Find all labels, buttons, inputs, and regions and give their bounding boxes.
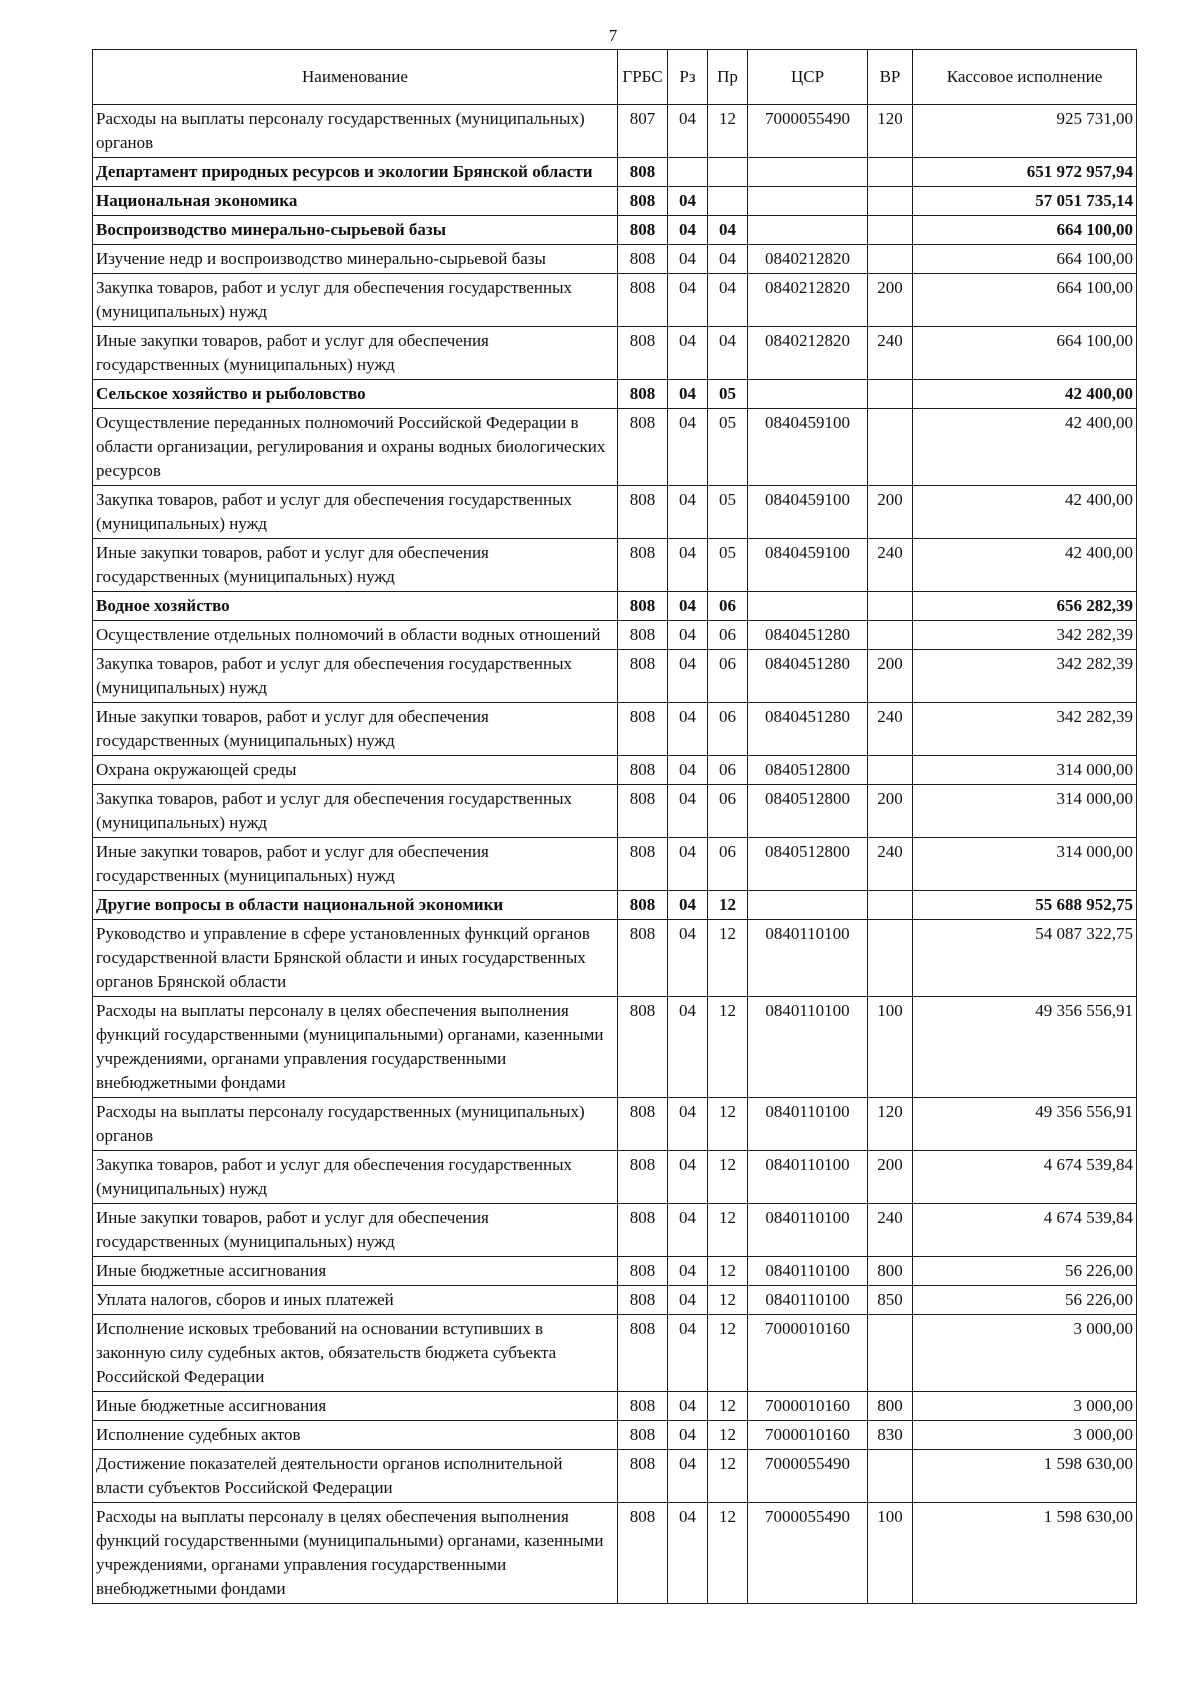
cell-vr [868, 1315, 913, 1392]
cell-csr: 0840512800 [748, 756, 868, 785]
table-header-row [93, 50, 1137, 105]
table-row [93, 592, 1137, 621]
cell-csr [748, 216, 868, 245]
cell-amount: 342 282,39 [913, 650, 1137, 703]
cell-pr: 05 [708, 486, 748, 539]
cell-pr: 05 [708, 380, 748, 409]
cell-pr [708, 187, 748, 216]
cell-grbs: 808 [618, 785, 668, 838]
table-row [93, 409, 1137, 486]
table-row [93, 158, 1137, 187]
cell-vr: 240 [868, 838, 913, 891]
cell-name: Иные бюджетные ассигнования [93, 1257, 618, 1286]
table-row [93, 1151, 1137, 1204]
cell-rz: 04 [668, 1450, 708, 1503]
cell-vr [868, 1450, 913, 1503]
cell-amount: 56 226,00 [913, 1286, 1137, 1315]
header-csr: ЦСР [748, 50, 868, 105]
cell-grbs: 808 [618, 1151, 668, 1204]
cell-vr [868, 216, 913, 245]
cell-rz: 04 [668, 756, 708, 785]
cell-grbs: 808 [618, 756, 668, 785]
cell-pr: 04 [708, 216, 748, 245]
cell-csr: 7000010160 [748, 1421, 868, 1450]
cell-vr: 120 [868, 1098, 913, 1151]
page-number: 7 [608, 26, 618, 45]
cell-amount: 342 282,39 [913, 703, 1137, 756]
cell-grbs: 808 [618, 187, 668, 216]
cell-rz: 04 [668, 274, 708, 327]
cell-amount: 1 598 630,00 [913, 1450, 1137, 1503]
cell-vr: 800 [868, 1392, 913, 1421]
cell-name: Осуществление переданных полномочий Российской Федерации в области организации, регулирования и охраны водных биологических ресурсов [93, 409, 618, 486]
cell-rz: 04 [668, 539, 708, 592]
cell-grbs: 808 [618, 997, 668, 1098]
table-row [93, 1421, 1137, 1450]
cell-name: Закупка товаров, работ и услуг для обеспечения государственных (муниципальных) нужд [93, 1151, 618, 1204]
cell-pr: 12 [708, 1151, 748, 1204]
table-row [93, 380, 1137, 409]
cell-grbs: 808 [618, 245, 668, 274]
cell-grbs: 808 [618, 539, 668, 592]
cell-rz: 04 [668, 105, 708, 158]
cell-rz: 04 [668, 1392, 708, 1421]
cell-pr: 12 [708, 1315, 748, 1392]
cell-grbs: 808 [618, 650, 668, 703]
table-row [93, 756, 1137, 785]
table-row [93, 274, 1137, 327]
table-row [93, 891, 1137, 920]
cell-grbs: 808 [618, 274, 668, 327]
cell-name: Расходы на выплаты персоналу государственных (муниципальных) органов [93, 105, 618, 158]
cell-pr: 06 [708, 703, 748, 756]
cell-pr: 06 [708, 621, 748, 650]
table-row [93, 920, 1137, 997]
header-amount: Кассовое исполнение [913, 50, 1137, 105]
table-row [93, 1204, 1137, 1257]
cell-amount: 3 000,00 [913, 1392, 1137, 1421]
cell-csr: 0840459100 [748, 539, 868, 592]
cell-vr: 120 [868, 105, 913, 158]
cell-pr: 06 [708, 592, 748, 621]
cell-rz: 04 [668, 621, 708, 650]
cell-vr [868, 920, 913, 997]
cell-csr: 0840451280 [748, 621, 868, 650]
cell-vr: 240 [868, 327, 913, 380]
cell-grbs: 808 [618, 1450, 668, 1503]
cell-amount: 55 688 952,75 [913, 891, 1137, 920]
cell-grbs: 808 [618, 592, 668, 621]
cell-pr: 06 [708, 650, 748, 703]
cell-grbs: 808 [618, 1204, 668, 1257]
cell-name: Иные закупки товаров, работ и услуг для обеспечения государственных (муниципальных) нужд [93, 703, 618, 756]
cell-csr: 7000010160 [748, 1392, 868, 1421]
cell-amount: 925 731,00 [913, 105, 1137, 158]
cell-name: Национальная экономика [93, 187, 618, 216]
cell-grbs: 808 [618, 486, 668, 539]
cell-amount: 3 000,00 [913, 1421, 1137, 1450]
cell-name: Иные бюджетные ассигнования [93, 1392, 618, 1421]
cell-name: Сельское хозяйство и рыболовство [93, 380, 618, 409]
cell-name: Закупка товаров, работ и услуг для обеспечения государственных (муниципальных) нужд [93, 650, 618, 703]
table-row [93, 838, 1137, 891]
cell-vr: 100 [868, 1503, 913, 1604]
cell-amount: 314 000,00 [913, 838, 1137, 891]
cell-amount: 1 598 630,00 [913, 1503, 1137, 1604]
cell-name: Иные закупки товаров, работ и услуг для обеспечения государственных (муниципальных) нужд [93, 539, 618, 592]
cell-amount: 4 674 539,84 [913, 1204, 1137, 1257]
cell-grbs: 808 [618, 1257, 668, 1286]
cell-rz: 04 [668, 891, 708, 920]
cell-grbs: 808 [618, 1315, 668, 1392]
cell-csr: 0840459100 [748, 409, 868, 486]
cell-rz: 04 [668, 1315, 708, 1392]
cell-csr: 0840212820 [748, 245, 868, 274]
cell-rz: 04 [668, 838, 708, 891]
cell-pr [708, 158, 748, 187]
cell-csr: 0840110100 [748, 1204, 868, 1257]
cell-vr: 200 [868, 1151, 913, 1204]
cell-pr: 06 [708, 785, 748, 838]
header-name: Наименование [93, 50, 618, 105]
cell-grbs: 808 [618, 1503, 668, 1604]
header-vr: ВР [868, 50, 913, 105]
cell-name: Руководство и управление в сфере установленных функций органов государственной власти Брянской области и иных государственных органов Брянской области [93, 920, 618, 997]
table-row [93, 621, 1137, 650]
cell-amount: 314 000,00 [913, 756, 1137, 785]
cell-pr: 12 [708, 1421, 748, 1450]
cell-name: Исполнение исковых требований на основании вступивших в законную силу судебных актов, обязательств бюджета субъекта Российской Федерации [93, 1315, 618, 1392]
cell-vr [868, 245, 913, 274]
table-row [93, 1257, 1137, 1286]
cell-grbs: 808 [618, 891, 668, 920]
cell-vr [868, 621, 913, 650]
cell-csr: 0840212820 [748, 327, 868, 380]
cell-amount: 49 356 556,91 [913, 997, 1137, 1098]
cell-rz: 04 [668, 592, 708, 621]
cell-csr: 0840212820 [748, 274, 868, 327]
cell-name: Иные закупки товаров, работ и услуг для обеспечения государственных (муниципальных) нужд [93, 1204, 618, 1257]
table-row [93, 650, 1137, 703]
cell-csr [748, 187, 868, 216]
table-row [93, 703, 1137, 756]
cell-grbs: 808 [618, 1421, 668, 1450]
cell-csr: 0840110100 [748, 1098, 868, 1151]
cell-vr: 240 [868, 1204, 913, 1257]
table-row [93, 105, 1137, 158]
cell-name: Иные закупки товаров, работ и услуг для обеспечения государственных (муниципальных) нужд [93, 327, 618, 380]
cell-pr: 12 [708, 891, 748, 920]
table-row [93, 1098, 1137, 1151]
cell-rz: 04 [668, 1204, 708, 1257]
cell-pr: 04 [708, 274, 748, 327]
cell-grbs: 808 [618, 838, 668, 891]
cell-pr: 12 [708, 1204, 748, 1257]
cell-csr: 7000055490 [748, 105, 868, 158]
cell-amount: 664 100,00 [913, 327, 1137, 380]
cell-vr: 240 [868, 539, 913, 592]
cell-csr: 0840512800 [748, 785, 868, 838]
cell-grbs: 808 [618, 327, 668, 380]
cell-name: Охрана окружающей среды [93, 756, 618, 785]
cell-csr [748, 891, 868, 920]
cell-vr [868, 592, 913, 621]
cell-vr: 200 [868, 785, 913, 838]
cell-vr: 850 [868, 1286, 913, 1315]
cell-pr: 12 [708, 1450, 748, 1503]
cell-amount: 651 972 957,94 [913, 158, 1137, 187]
cell-grbs: 808 [618, 409, 668, 486]
table-row [93, 216, 1137, 245]
cell-amount: 656 282,39 [913, 592, 1137, 621]
cell-name: Водное хозяйство [93, 592, 618, 621]
table-body [93, 105, 1137, 1604]
cell-grbs: 808 [618, 1098, 668, 1151]
cell-name: Расходы на выплаты персоналу в целях обеспечения выполнения функций государственными (муниципальными) органами, казенными учреждениями, органами управления государственными внебюджетными фондами [93, 997, 618, 1098]
cell-csr: 0840451280 [748, 703, 868, 756]
cell-rz: 04 [668, 245, 708, 274]
cell-pr: 06 [708, 838, 748, 891]
cell-vr [868, 158, 913, 187]
cell-grbs: 808 [618, 216, 668, 245]
table-row [93, 1450, 1137, 1503]
cell-rz: 04 [668, 920, 708, 997]
cell-csr [748, 380, 868, 409]
cell-name: Закупка товаров, работ и услуг для обеспечения государственных (муниципальных) нужд [93, 274, 618, 327]
cell-name: Расходы на выплаты персоналу государственных (муниципальных) органов [93, 1098, 618, 1151]
cell-vr [868, 891, 913, 920]
cell-csr: 0840459100 [748, 486, 868, 539]
cell-vr: 830 [868, 1421, 913, 1450]
cell-vr [868, 380, 913, 409]
cell-pr: 12 [708, 997, 748, 1098]
budget-execution-table [92, 49, 1137, 1604]
cell-rz: 04 [668, 703, 708, 756]
cell-csr: 0840110100 [748, 1286, 868, 1315]
cell-grbs: 808 [618, 621, 668, 650]
cell-amount: 42 400,00 [913, 380, 1137, 409]
cell-name: Изучение недр и воспроизводство минерально-сырьевой базы [93, 245, 618, 274]
table-row [93, 539, 1137, 592]
cell-amount: 56 226,00 [913, 1257, 1137, 1286]
cell-rz: 04 [668, 486, 708, 539]
cell-csr: 7000055490 [748, 1503, 868, 1604]
cell-rz: 04 [668, 997, 708, 1098]
cell-name: Департамент природных ресурсов и экологии Брянской области [93, 158, 618, 187]
cell-vr: 800 [868, 1257, 913, 1286]
cell-pr: 12 [708, 1098, 748, 1151]
cell-amount: 42 400,00 [913, 409, 1137, 486]
cell-rz: 04 [668, 1098, 708, 1151]
cell-vr: 100 [868, 997, 913, 1098]
cell-vr: 240 [868, 703, 913, 756]
cell-pr: 12 [708, 1503, 748, 1604]
cell-rz: 04 [668, 327, 708, 380]
cell-csr: 0840110100 [748, 920, 868, 997]
cell-amount: 42 400,00 [913, 486, 1137, 539]
cell-vr [868, 187, 913, 216]
cell-csr: 0840110100 [748, 1151, 868, 1204]
cell-name: Другие вопросы в области национальной экономики [93, 891, 618, 920]
cell-rz: 04 [668, 650, 708, 703]
cell-csr: 0840110100 [748, 997, 868, 1098]
cell-amount: 664 100,00 [913, 274, 1137, 327]
cell-pr: 06 [708, 756, 748, 785]
table-row [93, 1286, 1137, 1315]
cell-rz: 04 [668, 216, 708, 245]
table-row [93, 1503, 1137, 1604]
table-row [93, 1315, 1137, 1392]
cell-csr: 7000010160 [748, 1315, 868, 1392]
cell-name: Осуществление отдельных полномочий в области водных отношений [93, 621, 618, 650]
cell-grbs: 808 [618, 703, 668, 756]
cell-vr: 200 [868, 274, 913, 327]
table-row [93, 327, 1137, 380]
cell-name: Иные закупки товаров, работ и услуг для обеспечения государственных (муниципальных) нужд [93, 838, 618, 891]
cell-csr: 0840512800 [748, 838, 868, 891]
cell-grbs: 808 [618, 920, 668, 997]
cell-rz [668, 158, 708, 187]
cell-rz: 04 [668, 1421, 708, 1450]
cell-rz: 04 [668, 1286, 708, 1315]
cell-pr: 12 [708, 1286, 748, 1315]
cell-name: Достижение показателей деятельности органов исполнительной власти субъектов Российской Федерации [93, 1450, 618, 1503]
cell-csr: 0840110100 [748, 1257, 868, 1286]
cell-name: Исполнение судебных актов [93, 1421, 618, 1450]
cell-csr [748, 592, 868, 621]
header-grbs: ГРБС [618, 50, 668, 105]
cell-amount: 4 674 539,84 [913, 1151, 1137, 1204]
cell-name: Закупка товаров, работ и услуг для обеспечения государственных (муниципальных) нужд [93, 785, 618, 838]
cell-grbs: 808 [618, 1286, 668, 1315]
cell-name: Уплата налогов, сборов и иных платежей [93, 1286, 618, 1315]
table-row [93, 486, 1137, 539]
cell-pr: 12 [708, 1392, 748, 1421]
cell-grbs: 808 [618, 380, 668, 409]
cell-rz: 04 [668, 409, 708, 486]
cell-pr: 12 [708, 105, 748, 158]
cell-csr: 7000055490 [748, 1450, 868, 1503]
header-rz: Рз [668, 50, 708, 105]
table-row [93, 245, 1137, 274]
cell-amount: 57 051 735,14 [913, 187, 1137, 216]
cell-pr: 04 [708, 245, 748, 274]
cell-csr: 0840451280 [748, 650, 868, 703]
cell-grbs: 808 [618, 158, 668, 187]
table-row [93, 997, 1137, 1098]
cell-amount: 664 100,00 [913, 216, 1137, 245]
cell-pr: 04 [708, 327, 748, 380]
cell-amount: 54 087 322,75 [913, 920, 1137, 997]
cell-name: Закупка товаров, работ и услуг для обеспечения государственных (муниципальных) нужд [93, 486, 618, 539]
cell-pr: 05 [708, 409, 748, 486]
cell-vr [868, 756, 913, 785]
cell-rz: 04 [668, 187, 708, 216]
cell-rz: 04 [668, 785, 708, 838]
header-pr: Пр [708, 50, 748, 105]
cell-pr: 12 [708, 920, 748, 997]
cell-grbs: 808 [618, 1392, 668, 1421]
cell-vr: 200 [868, 650, 913, 703]
cell-rz: 04 [668, 380, 708, 409]
cell-amount: 314 000,00 [913, 785, 1137, 838]
table-row [93, 785, 1137, 838]
cell-amount: 342 282,39 [913, 621, 1137, 650]
cell-name: Расходы на выплаты персоналу в целях обеспечения выполнения функций государственными (муниципальными) органами, казенными учреждениями, органами управления государственными внебюджетными фондами [93, 1503, 618, 1604]
table-row [93, 1392, 1137, 1421]
cell-vr [868, 409, 913, 486]
cell-grbs: 807 [618, 105, 668, 158]
cell-pr: 12 [708, 1257, 748, 1286]
table-row [93, 187, 1137, 216]
cell-amount: 3 000,00 [913, 1315, 1137, 1392]
cell-vr: 200 [868, 486, 913, 539]
cell-rz: 04 [668, 1151, 708, 1204]
cell-name: Воспроизводство минерально-сырьевой базы [93, 216, 618, 245]
cell-rz: 04 [668, 1257, 708, 1286]
cell-rz: 04 [668, 1503, 708, 1604]
cell-amount: 42 400,00 [913, 539, 1137, 592]
cell-amount: 49 356 556,91 [913, 1098, 1137, 1151]
cell-pr: 05 [708, 539, 748, 592]
cell-amount: 664 100,00 [913, 245, 1137, 274]
cell-csr [748, 158, 868, 187]
